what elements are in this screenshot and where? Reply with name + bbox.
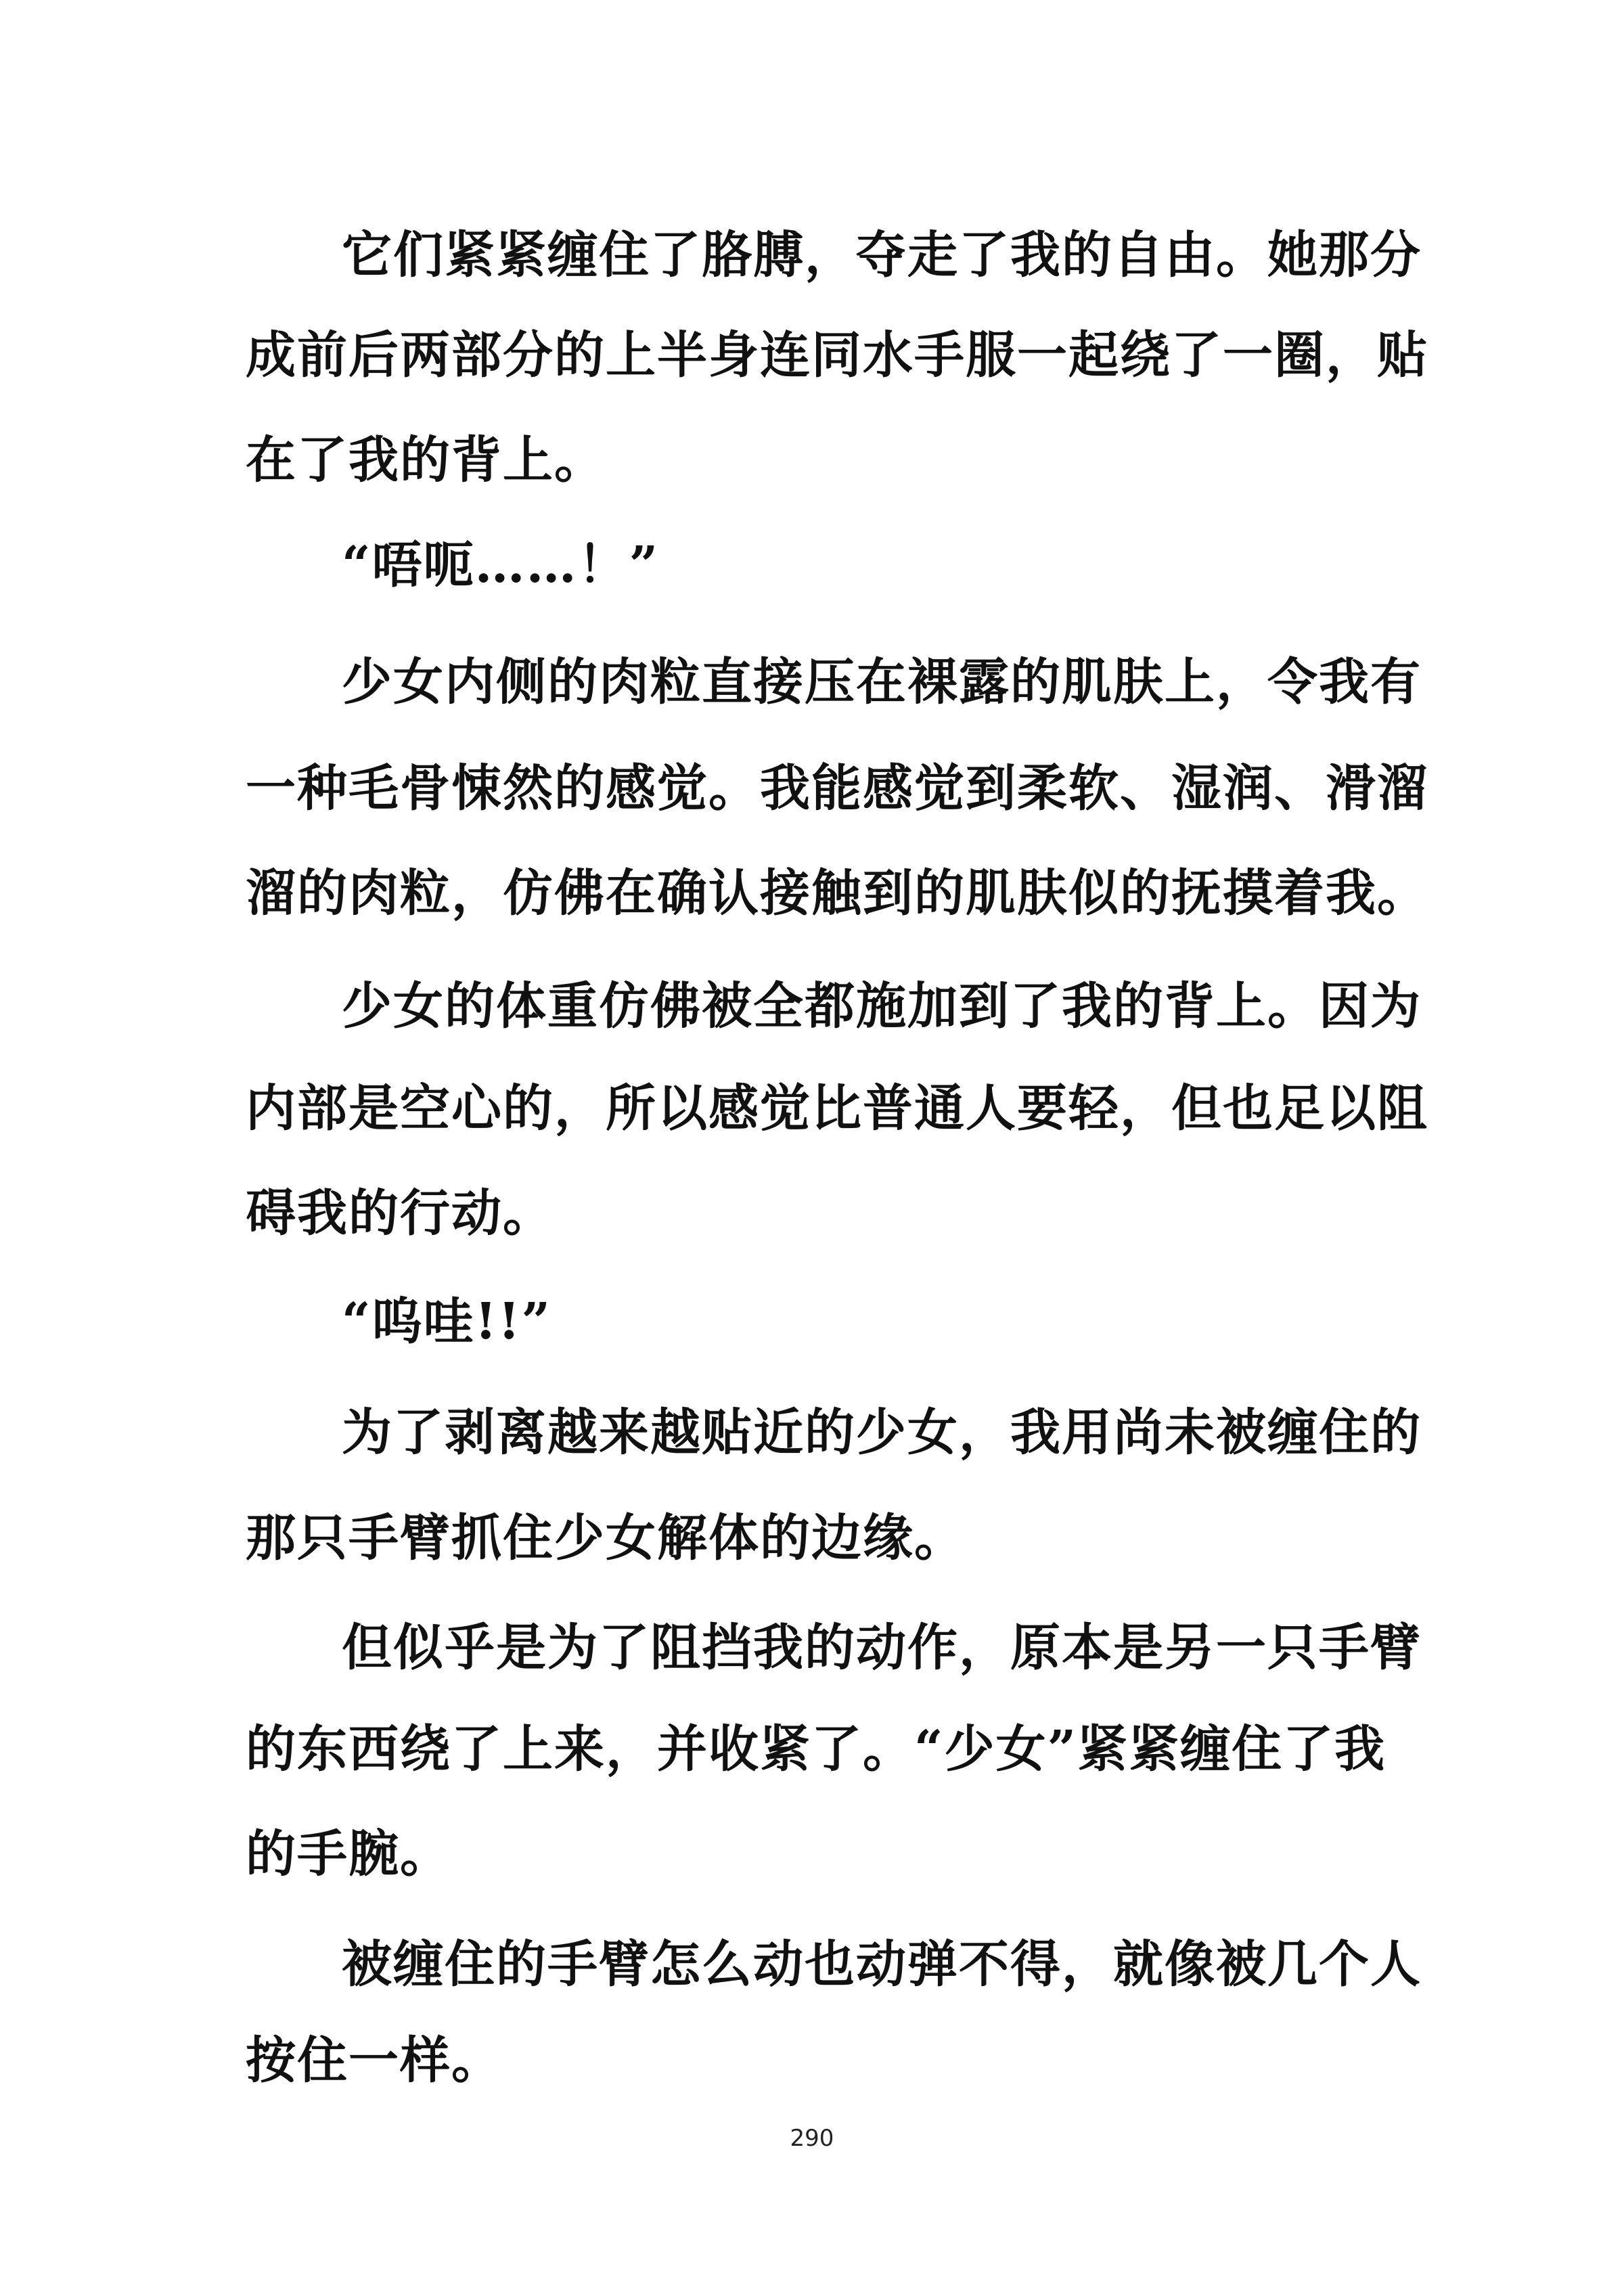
text-line-17: 被缠住的手臂怎么动也动弹不得，就像被几个人	[342, 1935, 1422, 1994]
text-line-3: 在了我的背上。	[246, 431, 606, 489]
text-line-1: 它们紧紧缠住了胳膊，夺走了我的自由。她那分	[342, 226, 1422, 284]
text-line-10: 碍我的行动。	[246, 1184, 554, 1242]
text-line-11: “呜哇!!”	[342, 1292, 552, 1351]
text-line-4: “唔呃……！”	[342, 536, 660, 594]
text-line-12: 为了剥离越来越贴近的少女，我用尚未被缠住的	[342, 1403, 1422, 1462]
text-line-8: 少女的体重仿佛被全都施加到了我的背上。因为	[342, 977, 1422, 1035]
text-line-6: 一种毛骨悚然的感觉。我能感觉到柔软、湿润、滑溜	[246, 759, 1428, 817]
page-number: 290	[790, 2125, 834, 2152]
text-line-16: 的手腕。	[246, 1825, 451, 1883]
text-line-2: 成前后两部分的上半身连同水手服一起绕了一圈，贴	[246, 326, 1428, 384]
text-line-15: 的东西绕了上来，并收紧了。“少女”紧紧缠住了我	[246, 1720, 1386, 1778]
text-line-14: 但似乎是为了阻挡我的动作，原本是另一只手臂	[342, 1619, 1422, 1677]
text-line-7: 溜的肉粒，仿佛在确认接触到的肌肤似的抚摸着我。	[246, 864, 1428, 922]
text-line-9: 内部是空心的，所以感觉比普通人要轻，但也足以阻	[246, 1079, 1428, 1138]
text-line-18: 按住一样。	[246, 2031, 503, 2090]
text-line-5: 少女内侧的肉粒直接压在裸露的肌肤上，令我有	[342, 653, 1422, 711]
text-line-13: 那只手臂抓住少女解体的边缘。	[246, 1509, 966, 1567]
